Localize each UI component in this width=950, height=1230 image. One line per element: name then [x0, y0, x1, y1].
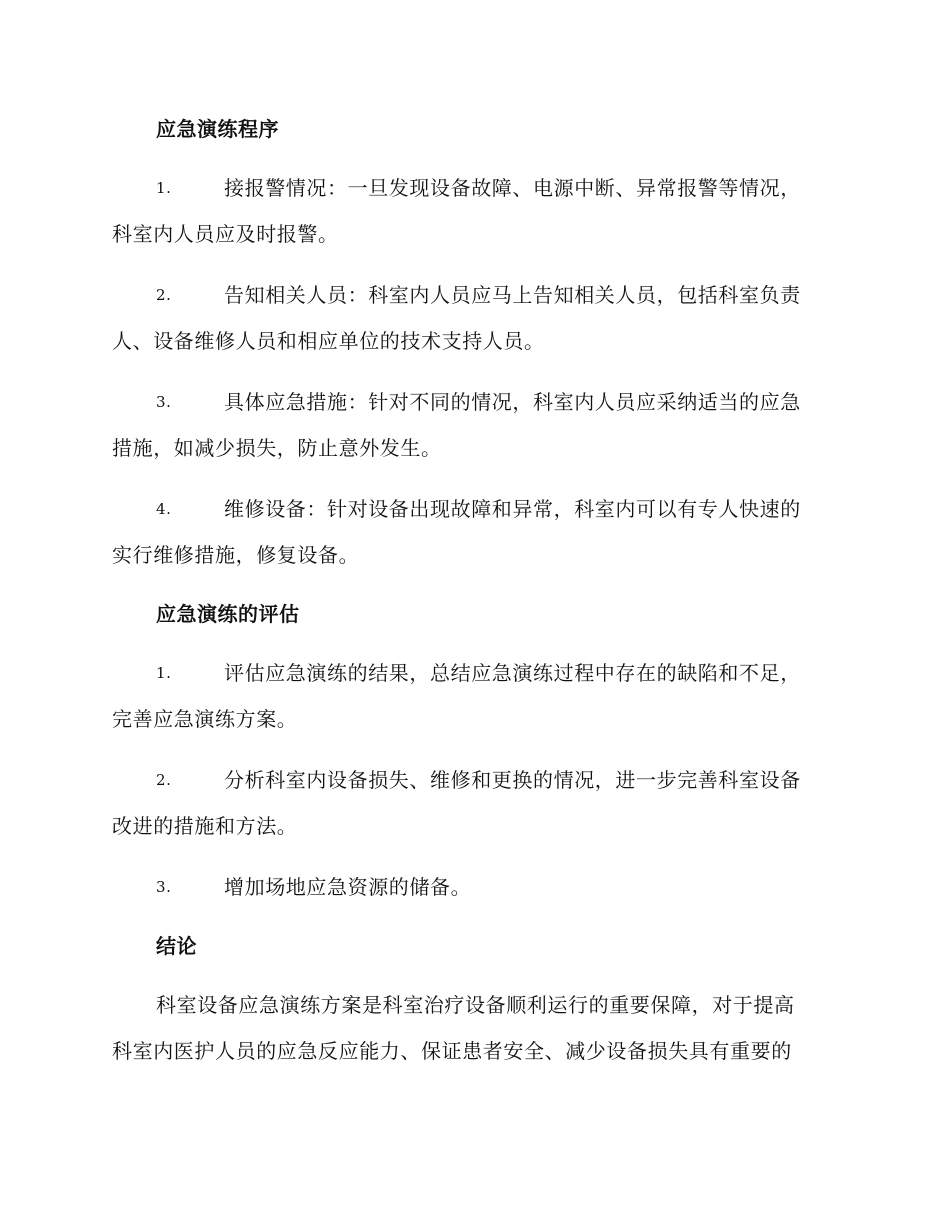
list-item-text: 分析科室内设备损失、维修和更换的情况，进一步完善科室设备 — [224, 768, 801, 792]
list-item — [112, 650, 834, 742]
list-item-text-continued: 人、设备维修人员和相应单位的技术支持人员。 — [112, 329, 545, 353]
list-number: 2. — [156, 771, 172, 789]
list-number: 1. — [156, 179, 172, 197]
list-number: 4. — [156, 500, 172, 518]
list-number: 3. — [156, 878, 172, 896]
list-item — [112, 757, 834, 849]
list-item-text-continued: 措施，如减少损失，防止意外发生。 — [112, 436, 442, 460]
list-item — [112, 272, 834, 364]
list-item-text: 评估应急演练的结果，总结应急演练过程中存在的缺陷和不足， — [224, 661, 801, 685]
list-item-text-continued: 科室内人员应及时报警。 — [112, 222, 339, 246]
list-number: 1. — [156, 664, 172, 682]
list-item-text: 告知相关人员：科室内人员应马上告知相关人员，包括科室负责 — [224, 283, 801, 307]
list-item — [112, 486, 834, 578]
section-heading-drill-evaluation: 应急演练的评估 — [156, 602, 300, 626]
list-item-text-continued: 完善应急演练方案。 — [112, 707, 298, 731]
section-heading-drill-procedure: 应急演练程序 — [156, 117, 279, 141]
list-item-text: 接报警情况：一旦发现设备故障、电源中断、异常报警等情况， — [224, 176, 801, 200]
list-item-text: 具体应急措施：针对不同的情况，科室内人员应采纳适当的应急 — [224, 390, 801, 414]
conclusion-paragraph — [112, 982, 834, 1074]
document-body — [112, 108, 834, 1074]
list-item — [112, 165, 834, 257]
list-number: 2. — [156, 286, 172, 304]
list-item — [112, 864, 834, 910]
list-number: 3. — [156, 393, 172, 411]
paragraph-text-continued: 科室内医护人员的应急反应能力、保证患者安全、减少设备损失具有重要的 — [112, 1039, 792, 1063]
list-item — [112, 379, 834, 471]
list-item-text: 维修设备：针对设备出现故障和异常，科室内可以有专人快速的 — [224, 497, 801, 521]
list-item-text: 增加场地应急资源的储备。 — [224, 875, 472, 899]
list-item-text-continued: 实行维修措施，修复设备。 — [112, 543, 360, 567]
section-heading-conclusion: 结论 — [156, 934, 197, 958]
list-item-text-continued: 改进的措施和方法。 — [112, 814, 298, 838]
paragraph-text: 科室设备应急演练方案是科室治疗设备顺利运行的重要保障，对于提高 — [156, 993, 795, 1017]
